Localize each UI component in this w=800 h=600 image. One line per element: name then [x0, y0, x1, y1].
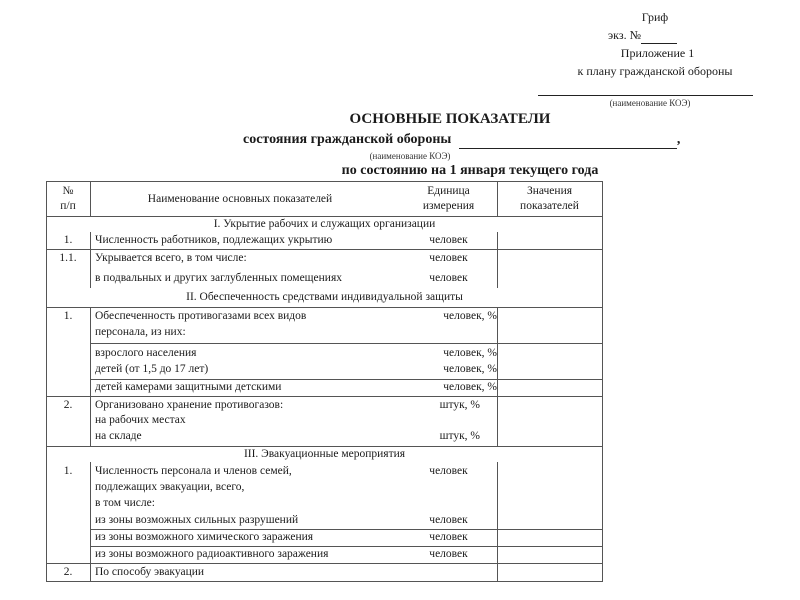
row-unit: человек — [429, 514, 468, 526]
row-unit: человек — [429, 465, 468, 477]
org-caption-title: (наименование КОЭ) — [369, 151, 451, 161]
section-title-2: II. Обеспеченность средствами индивидуальной защиты — [186, 291, 463, 303]
row-name: Организовано хранение противогазов: — [95, 399, 284, 411]
row-name: Численность персонала и членов семей, — [95, 465, 292, 477]
row-name: из зоны возможных сильных разрушений — [95, 514, 299, 526]
copy-number-field[interactable] — [641, 28, 677, 44]
copy-number — [608, 28, 677, 44]
table-border-right — [602, 181, 603, 582]
table-border-bottom — [46, 581, 603, 582]
appendix-label: Приложение 1 — [620, 46, 695, 60]
col-header-unit: Единица измерения — [422, 185, 475, 212]
row-name: в подвальных и других заглубленных помещениях — [95, 272, 342, 284]
row-value-cell[interactable] — [498, 547, 602, 562]
section-title-1: I. Укрытие рабочих и служащих организации — [213, 218, 436, 230]
col-header-value: Значения показателей — [520, 185, 579, 212]
row-name: на рабочих местах — [95, 414, 186, 426]
row-name: персонала, из них: — [95, 326, 186, 338]
copy-number-label: экз. № — [608, 28, 642, 42]
row-value-cell[interactable] — [498, 232, 602, 248]
col-header-num: № п/п — [60, 185, 76, 212]
row-num: 2. — [63, 399, 73, 411]
row-num: 1.1. — [59, 252, 77, 264]
row-unit: человек, % — [443, 347, 497, 359]
row-unit: человек, % — [443, 363, 497, 375]
divider-num-s2 — [90, 307, 91, 446]
row-unit: человек, % — [443, 310, 497, 322]
row-unit: штук, % — [439, 399, 480, 411]
row-unit: человек — [429, 272, 468, 284]
subtitle-comma: , — [676, 132, 681, 147]
org-caption-top: (наименование КОЭ) — [609, 98, 691, 108]
row-name: из зоны возможного химического заражения — [95, 531, 314, 543]
row-name: Укрывается всего, в том числе: — [95, 252, 247, 264]
col-header-name: Наименование основных показателей — [147, 193, 333, 205]
org-name-line[interactable] — [538, 95, 753, 96]
row-unit: человек — [429, 531, 468, 543]
table-border-top — [46, 181, 603, 182]
subtitle-org-field[interactable] — [459, 132, 677, 149]
row-name: Обеспеченность противогазами всех видов — [95, 310, 307, 322]
row-name: на складе — [95, 430, 142, 442]
row-name: в том числе: — [95, 497, 155, 509]
row-value-cell[interactable] — [498, 380, 602, 395]
row-name: из зоны возможного радиоактивного заражения — [95, 548, 329, 560]
subtitle-text: состояния гражданской обороны — [243, 132, 452, 147]
row-name: По способу эвакуации — [95, 566, 205, 578]
row-value-cell[interactable] — [498, 308, 602, 342]
grif-label: Гриф — [641, 10, 669, 24]
row-unit: человек, % — [443, 381, 497, 393]
divider-num-s1 — [90, 232, 91, 288]
row-num: 1. — [63, 310, 73, 322]
row-value-cell[interactable] — [498, 463, 602, 528]
row-name: детей камерами защитными детскими — [95, 381, 282, 393]
row-num: 1. — [63, 465, 73, 477]
section-title-3: III. Эвакуационные мероприятия — [243, 448, 406, 460]
row-name: детей (от 1,5 до 17 лет) — [95, 363, 209, 375]
document-subtitle — [243, 132, 680, 149]
row-num: 2. — [63, 566, 73, 578]
document-title: ОСНОВНЫЕ ПОКАЗАТЕЛИ — [349, 111, 551, 127]
row-unit: человек — [429, 234, 468, 246]
row-unit: человек — [429, 252, 468, 264]
row-value-cell[interactable] — [498, 397, 602, 445]
row-value-cell[interactable] — [498, 250, 602, 288]
row-num: 1. — [63, 234, 73, 246]
row-value-cell[interactable] — [498, 344, 602, 378]
row-name: подлежащих эвакуации, всего, — [95, 481, 245, 493]
date-line: по состоянию на 1 января текущего года — [341, 163, 599, 178]
row-name: взрослого населения — [95, 347, 197, 359]
row-unit: штук, % — [439, 430, 480, 442]
row-unit: человек — [429, 548, 468, 560]
row-value-cell[interactable] — [498, 530, 602, 545]
to-plan-label: к плану гражданской обороны — [577, 64, 733, 78]
row-value-cell[interactable] — [498, 564, 602, 580]
row-name: Численность работников, подлежащих укрытию — [95, 234, 333, 246]
